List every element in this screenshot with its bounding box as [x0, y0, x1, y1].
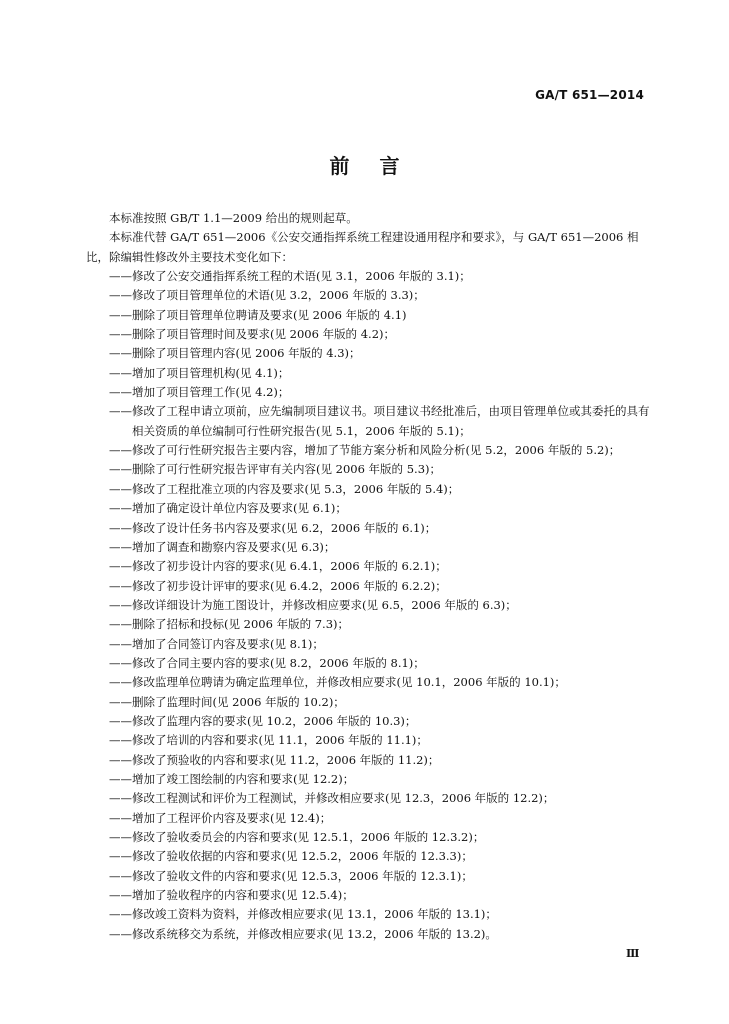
- document-body: [86, 209, 650, 944]
- list-dash: ——: [109, 462, 132, 477]
- change-item-text: 修改了初步设计内容的要求(见 6.4.1，2006 年版的 6.2.1)；: [132, 559, 447, 574]
- change-item-text: 删除了可行性研究报告评审有关内容(见 2006 年版的 5.3)；: [132, 462, 441, 477]
- list-dash: ——: [109, 694, 132, 709]
- list-dash: ——: [109, 288, 132, 303]
- change-item-text: 增加了竣工图绘制的内容和要求(见 12.2)；: [132, 771, 355, 786]
- list-dash: ——: [109, 733, 132, 748]
- change-item: [86, 770, 650, 789]
- change-item-text: 修改了预验收的内容和要求(见 11.2，2006 年版的 11.2)；: [132, 752, 440, 767]
- change-item: [86, 383, 650, 402]
- change-item-text: 修改了监理内容的要求(见 10.2，2006 年版的 10.3)；: [132, 713, 417, 728]
- change-item: [86, 441, 650, 460]
- list-dash: ——: [109, 655, 132, 670]
- change-item-text: 增加了验收程序的内容和要求(见 12.5.4)；: [132, 888, 354, 903]
- list-dash: ——: [109, 597, 132, 612]
- change-item: [86, 267, 650, 286]
- list-dash: ——: [109, 907, 132, 922]
- list-dash: ——: [109, 481, 132, 496]
- change-item: [86, 635, 650, 654]
- change-item: [86, 673, 650, 692]
- paragraph-replacement-note: 本标准代替 GA/T 651—2006《公安交通指挥系统工程建设通用程序和要求》，与 GA/T 651—2006 相比，除编辑性修改外主要技术变化如下：: [86, 230, 639, 264]
- change-item-text: 修改了初步设计评审的要求(见 6.4.2，2006 年版的 6.2.2)；: [132, 578, 447, 593]
- change-item-text: 修改了验收依据的内容和要求(见 12.5.2，2006 年版的 12.3.3)；: [132, 849, 473, 864]
- change-item: [86, 480, 650, 499]
- change-item-text: 增加了合同签订内容及要求(见 8.1)；: [132, 636, 324, 651]
- list-dash: ——: [109, 520, 132, 535]
- change-item: [86, 306, 650, 325]
- change-item: [86, 615, 650, 634]
- list-dash: ——: [109, 559, 132, 574]
- change-item-text: 修改了公安交通指挥系统工程的术语(见 3.1，2006 年版的 3.1)；: [132, 269, 471, 284]
- change-item: [86, 789, 650, 808]
- change-item: [86, 886, 650, 905]
- change-item-text: 删除了监理时间(见 2006 年版的 10.2)；: [132, 694, 345, 709]
- change-item: [86, 557, 650, 576]
- change-item-text: 删除了项目管理内容(见 2006 年版的 4.3)；: [132, 346, 361, 361]
- change-item: [86, 809, 650, 828]
- list-dash: ——: [109, 713, 132, 728]
- list-dash: ——: [109, 539, 132, 554]
- change-item-text: 修改了培训的内容和要求(见 11.1，2006 年版的 11.1)；: [132, 733, 428, 748]
- change-item: [86, 925, 650, 944]
- list-dash: ——: [109, 307, 132, 322]
- page-number: Ⅲ: [626, 947, 640, 960]
- change-item: [86, 325, 650, 344]
- change-item-text: 修改了工程申请立项前，应先编制项目建议书。项目建议书经批准后，由项目管理单位或其委托的具有相关资质的单位编制可行性研究报告(见 5.1，2006 年版的 5.1)；: [132, 404, 650, 438]
- change-item-text: 修改了设计任务书内容及要求(见 6.2，2006 年版的 6.1)；: [132, 520, 437, 535]
- change-item: [86, 847, 650, 866]
- change-list: [86, 267, 650, 944]
- change-item: [86, 867, 650, 886]
- list-dash: ——: [109, 578, 132, 593]
- list-dash: ——: [109, 868, 132, 883]
- paragraph-drafting-rules: 本标准按照 GB/T 1.1—2009 给出的规则起草。: [109, 211, 358, 225]
- change-item: [86, 364, 650, 383]
- change-item: [86, 596, 650, 615]
- change-item: [86, 905, 650, 924]
- change-item: [86, 402, 650, 441]
- change-item-text: 删除了招标和投标(见 2006 年版的 7.3)；: [132, 617, 349, 632]
- list-dash: ——: [109, 269, 132, 284]
- change-item-text: 修改工程测试和评价为工程测试，并修改相应要求(见 12.3，2006 年版的 12.2)；: [132, 791, 555, 806]
- change-item-text: 修改了可行性研究报告主要内容，增加了节能方案分析和风险分析(见 5.2，2006 年版的 5.2)；: [132, 443, 621, 458]
- change-item: [86, 577, 650, 596]
- list-dash: ——: [109, 365, 132, 380]
- change-item-text: 修改了工程批准立项的内容及要求(见 5.3，2006 年版的 5.4)；: [132, 481, 460, 496]
- page-title: 前言: [329, 154, 430, 178]
- change-item-text: 增加了工程评价内容及要求(见 12.4)；: [132, 810, 332, 825]
- list-dash: ——: [109, 926, 132, 941]
- change-item-text: 增加了项目管理机构(见 4.1)；: [132, 365, 290, 380]
- list-dash: ——: [109, 443, 132, 458]
- list-dash: ——: [109, 385, 132, 400]
- list-dash: ——: [109, 617, 132, 632]
- list-dash: ——: [109, 791, 132, 806]
- change-item-text: 修改了验收文件的内容和要求(见 12.5.3，2006 年版的 12.3.1)；: [132, 868, 473, 883]
- list-dash: ——: [109, 849, 132, 864]
- change-item: [86, 731, 650, 750]
- change-item-text: 修改监理单位聘请为确定监理单位，并修改相应要求(见 10.1，2006 年版的 10.1)；: [132, 675, 566, 690]
- list-dash: ——: [109, 810, 132, 825]
- change-item-text: 修改了合同主要内容的要求(见 8.2，2006 年版的 8.1)；: [132, 655, 425, 670]
- change-item: [86, 286, 650, 305]
- change-item-text: 修改系统移交为系统，并修改相应要求(见 13.2，2006 年版的 13.2)。: [132, 926, 497, 941]
- list-dash: ——: [109, 327, 132, 342]
- list-dash: ——: [109, 888, 132, 903]
- list-dash: ——: [109, 752, 132, 767]
- list-dash: ——: [109, 675, 132, 690]
- change-item: [86, 344, 650, 363]
- change-item: [86, 538, 650, 557]
- change-item-text: 修改了验收委员会的内容和要求(见 12.5.1，2006 年版的 12.3.2)；: [132, 830, 485, 844]
- standard-code: GA/T 651—2014: [535, 88, 644, 102]
- list-dash: ——: [109, 636, 132, 651]
- list-dash: ——: [109, 346, 132, 361]
- list-dash: ——: [109, 771, 132, 786]
- change-item-text: 增加了项目管理工作(见 4.2)；: [132, 385, 290, 400]
- change-item: [86, 693, 650, 712]
- change-item: [86, 654, 650, 673]
- change-item: [86, 712, 650, 731]
- change-item-text: 修改竣工资料为资料，并修改相应要求(见 13.1，2006 年版的 13.1)；: [132, 907, 497, 922]
- change-item: [86, 751, 650, 770]
- change-item: [86, 499, 650, 518]
- change-item-text: 修改了项目管理单位的术语(见 3.2，2006 年版的 3.3)；: [132, 288, 425, 303]
- list-dash: ——: [109, 830, 132, 844]
- change-item-text: 增加了调查和勘察内容及要求(见 6.3)；: [132, 539, 336, 554]
- change-item: [86, 519, 650, 538]
- change-item-text: 修改详细设计为施工图设计，并修改相应要求(见 6.5，2006 年版的 6.3)；: [132, 597, 517, 612]
- change-item-text: 删除了项目管理单位聘请及要求(见 2006 年版的 4.1): [132, 307, 407, 322]
- list-dash: ——: [109, 404, 132, 419]
- change-item: [86, 460, 650, 479]
- change-item-text: 删除了项目管理时间及要求(见 2006 年版的 4.2)；: [132, 327, 395, 342]
- change-item-text: 增加了确定设计单位内容及要求(见 6.1)；: [132, 501, 347, 516]
- change-item: [86, 828, 650, 847]
- list-dash: ——: [109, 501, 132, 516]
